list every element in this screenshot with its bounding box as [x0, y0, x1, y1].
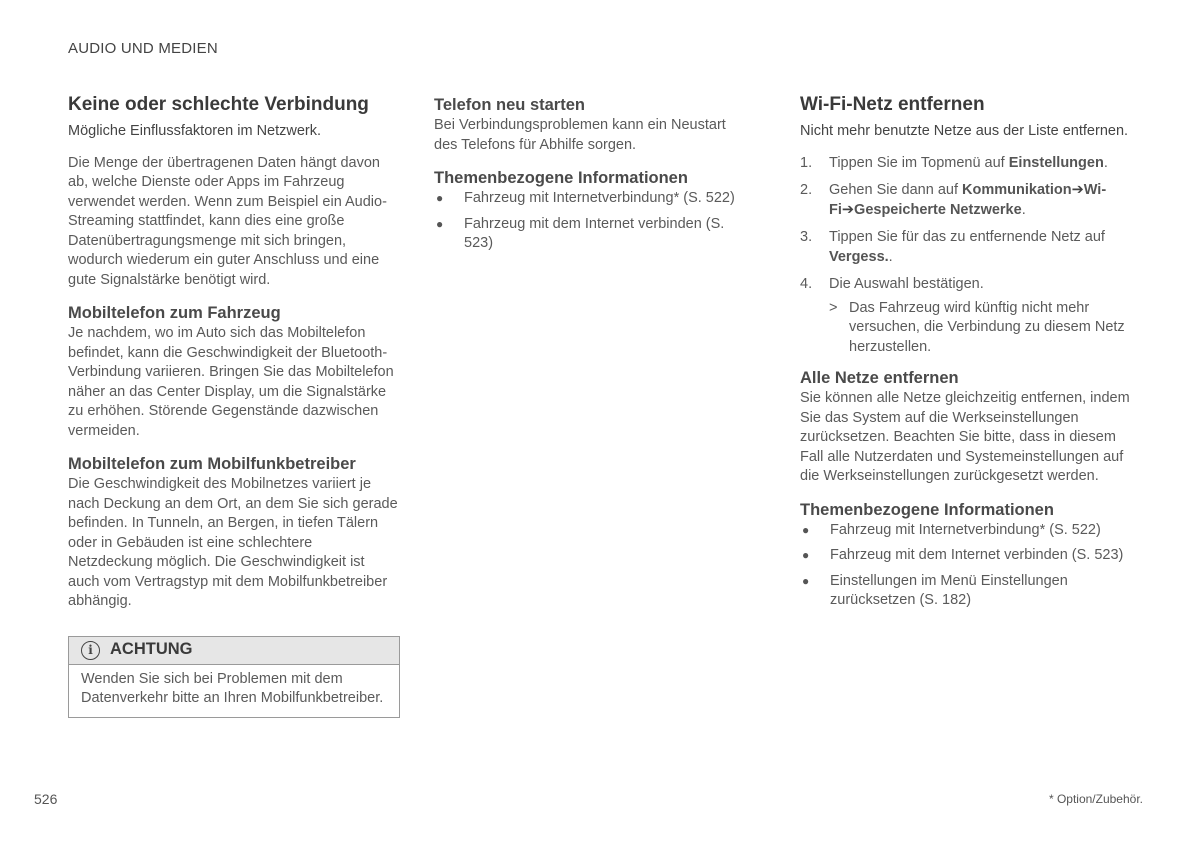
bullet-icon: ●: [802, 548, 810, 562]
paragraph-data-volume: Die Menge der übertragenen Daten hängt davon ab, welche Dienste oder Apps im Fahrzeug verwendet werden. Wenn zum Beispiel ein Audio-Streaming stattfindet, kann dies eine große Datenübertragungsmenge mit sich bringen, wodurch wiederum ein guter Anschluss und eine gute Signalstärke benötigt wird.: [68, 154, 387, 288]
related-link-connect-internet[interactable]: ● Fahrzeug mit dem Internet verbinden (S. 523): [800, 546, 1135, 566]
heading-remove-all: Alle Netze entfernen: [800, 369, 959, 387]
info-circle-icon: i: [81, 641, 100, 660]
warning-box: [68, 636, 400, 718]
warning-title: ACHTUNG: [110, 640, 193, 659]
warning-text: Wenden Sie sich bei Problemen mit dem Datenverkehr bitte an Ihren Mobilfunkbetreiber.: [81, 670, 384, 706]
column-left: [68, 92, 400, 718]
paragraph-bluetooth: Je nachdem, wo im Auto sich das Mobiltelefon befindet, kann die Geschwindigkeit der Bluetooth-Verbindung variieren. Bringen Sie das Mobiltelefon näher an das Center Display, um die Signalstärke zu erhöhen. Störende Gegenstände dazwischen vermeiden.: [68, 325, 394, 439]
menu-label-wifi: Wi-Fi: [829, 182, 1107, 218]
page-number: 526: [34, 791, 58, 807]
bullet-icon: ●: [802, 522, 810, 537]
paragraph-restart: Bei Verbindungsproblemen kann ein Neustart des Telefons für Abhilfe sorgen.: [434, 117, 726, 153]
arrow-right-icon: ➔: [1071, 182, 1084, 198]
step-2: 2. Gehen Sie dann auf Kommunikation➔Wi-Fi➔Gespeicherte Netzwerke.: [800, 182, 1107, 218]
step-1: 1. Tippen Sie im Topmenü auf Einstellungen.: [800, 154, 1108, 171]
bullet-icon: ●: [436, 216, 444, 231]
steps-list: [800, 154, 1135, 358]
heading-mobile-to-car: Mobiltelefon zum Fahrzeug: [68, 304, 281, 322]
paragraph-factory-reset: Sie können alle Netze gleichzeitig entfernen, indem Sie das System auf die Werkseinstellungen zurücksetzen. Beachten Sie bitte, dass in diesem Fall alle Nutzerdaten und Systemeinstellungen auf die Werkseinstellungen zurückgesetzt werden.: [800, 390, 1130, 484]
heading-related-info: Themenbezogene Informationen: [434, 169, 688, 187]
menu-label-saved-networks: Gespeicherte Netzwerke: [854, 201, 1022, 218]
menu-label-communication: Kommunikation: [962, 182, 1072, 198]
section-header: AUDIO UND MEDIEN: [68, 40, 218, 57]
heading-mobile-to-provider: Mobiltelefon zum Mobilfunkbetreiber: [68, 455, 356, 473]
related-link-reset-settings[interactable]: ● Einstellungen im Menü Einstellungen zurücksetzen (S. 182): [802, 572, 1068, 608]
arrow-right-icon: ➔: [841, 201, 855, 218]
related-link-internet-connection[interactable]: ● Fahrzeug mit Internetverbindung* (S. 522): [434, 189, 750, 209]
step-4: 4. Die Auswahl bestätigen. > Das Fahrzeug wird künftig nicht mehr versuchen, die Verbindung zu diesem Netz herzustellen.: [800, 275, 1135, 357]
heading-related-info: Themenbezogene Informationen: [800, 500, 1054, 519]
related-link-connect-internet[interactable]: ● Fahrzeug mit dem Internet verbinden (S. 523): [436, 215, 725, 251]
footnote: * Option/Zubehör.: [1048, 792, 1143, 806]
intro-network-factors: Mögliche Einflussfaktoren im Netzwerk.: [68, 123, 322, 139]
result-marker: >: [829, 299, 838, 316]
paragraph-mobile-network: Die Geschwindigkeit des Mobilnetzes variiert je nach Deckung an dem Ort, an dem Sie sich gerade befinden. In Tunneln, an Bergen, in tiefen Tälern oder in Gebäuden ist eine schlechtere Netzdeckung möglich. Die Geschwindigkeit ist auch vom Vertragstyp mit dem Mobilfunkbetreiber abhängig.: [68, 476, 398, 609]
heading-restart-phone: Telefon neu starten: [434, 96, 585, 114]
related-link-internet-connection[interactable]: ● Fahrzeug mit Internetverbindung* (S. 522): [800, 521, 1135, 541]
related-list: [800, 521, 1135, 611]
menu-label-forget: Vergess.: [829, 248, 889, 265]
column-right: [800, 92, 1135, 617]
bullet-icon: ●: [436, 191, 444, 205]
step-3: 3. Tippen Sie für das zu entfernende Netz auf Vergess..: [800, 229, 1105, 265]
heading-remove-wifi: Wi-Fi-Netz entfernen: [800, 94, 985, 115]
warning-header: [69, 637, 399, 665]
heading-bad-connection: Keine oder schlechte Verbindung: [68, 94, 369, 115]
intro-remove-networks: Nicht mehr benutzte Netze aus der Liste entfernen.: [800, 123, 1129, 139]
related-list: [434, 189, 750, 254]
menu-label-settings: Einstellungen: [1008, 154, 1104, 171]
step-result: > Das Fahrzeug wird künftig nicht mehr versuchen, die Verbindung zu diesem Netz herzustellen.: [829, 299, 1125, 355]
column-middle: [434, 92, 750, 260]
bullet-icon: ●: [802, 573, 810, 588]
